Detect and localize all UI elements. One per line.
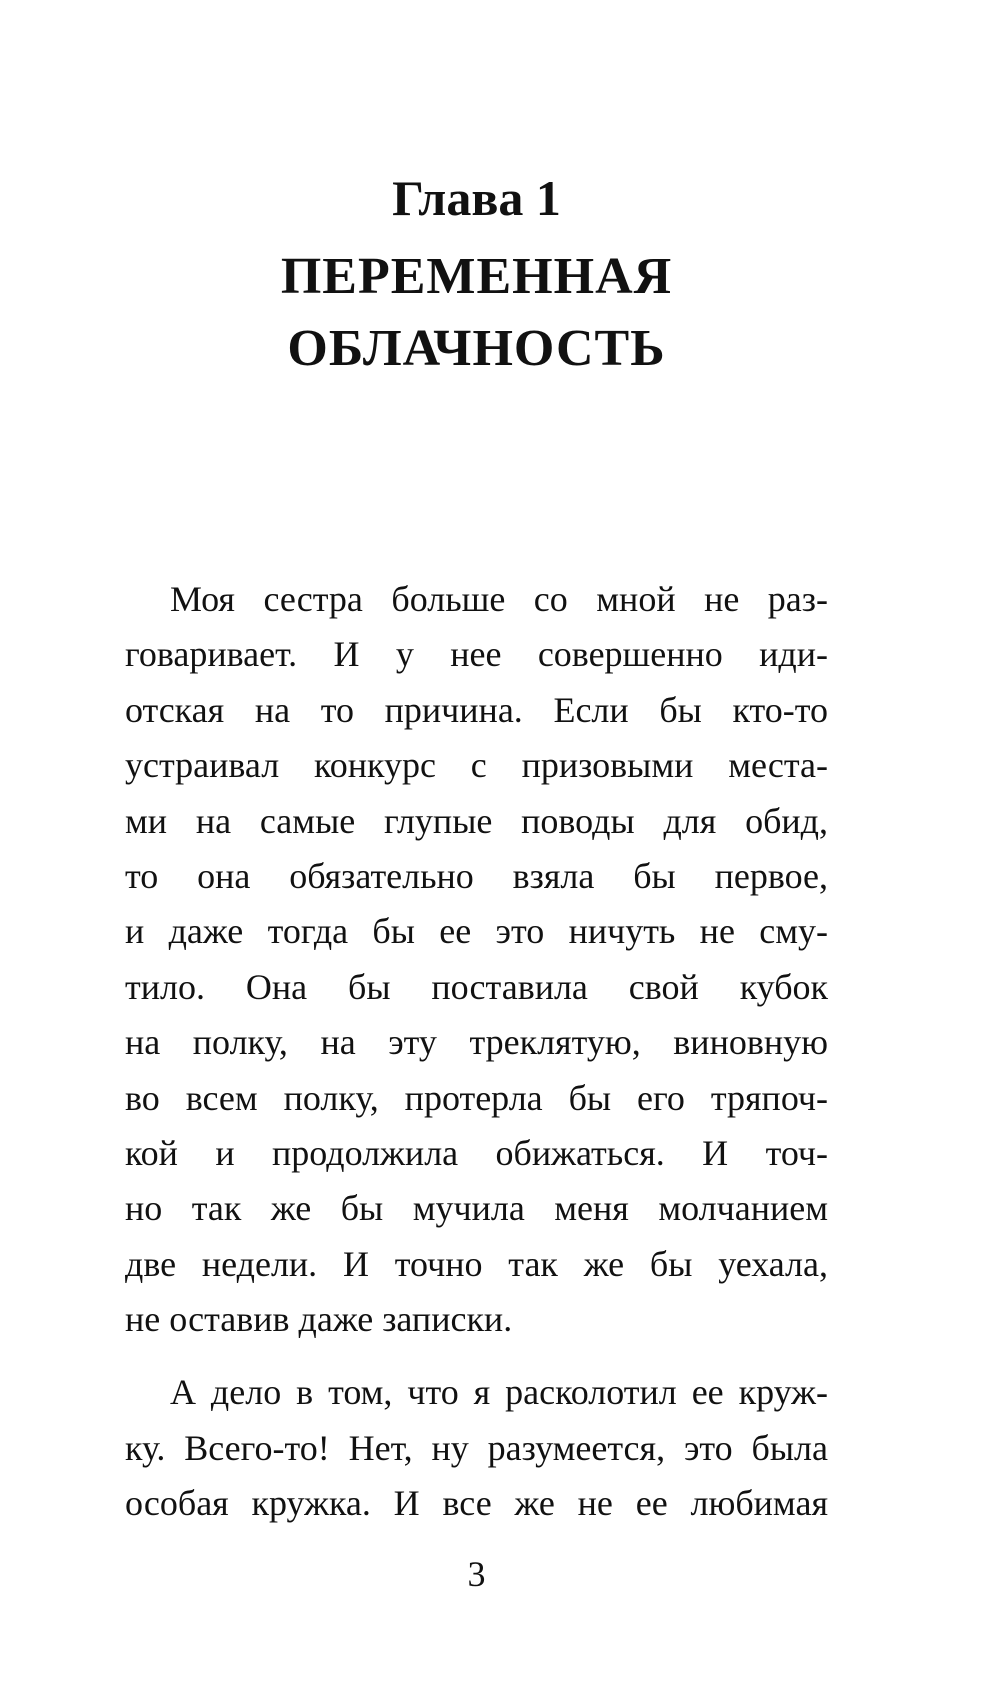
text-line: и даже тогда бы ее это ничуть не сму- — [125, 911, 828, 952]
text-line: кой и продолжила обижаться. И точ- — [125, 1132, 828, 1173]
chapter-title-line-2: ОБЛАЧНОСТЬ — [287, 320, 666, 377]
text-line: но так же бы мучила меня молчанием — [125, 1188, 828, 1229]
paragraph-gap — [125, 1347, 828, 1365]
text-line: во всем полку, протерла бы его тряпоч- — [125, 1077, 828, 1118]
chapter-body — [125, 572, 828, 1532]
text-line: отская на то причина. Если бы кто-то — [125, 689, 828, 730]
text-line: Моя сестра больше со мной не раз- — [170, 579, 828, 619]
text-line: устраивал конкурс с призовыми места- — [125, 745, 828, 786]
text-line: А дело в том, что я расколотил ее круж- — [170, 1372, 828, 1413]
text-line: на полку, на эту треклятую, виновную — [125, 1022, 828, 1063]
text-line: особая кружка. И все же не ее любимая — [125, 1483, 828, 1524]
text-line: две недели. И точно так же бы уехала, — [125, 1243, 828, 1284]
paragraph-2 — [125, 1365, 828, 1531]
page-number: 3 — [467, 1554, 486, 1594]
chapter-title-line-1: ПЕРЕМЕННАЯ — [280, 248, 673, 305]
text-line: говаривает. И у нее совершенно иди- — [125, 634, 828, 675]
chapter-number: Глава 1 — [392, 170, 561, 226]
text-line: ми на самые глупые поводы для обид, — [125, 800, 828, 841]
text-line: тило. Она бы поставила свой кубок — [125, 966, 828, 1007]
text-line: то она обязательно взяла бы первое, — [125, 855, 828, 896]
paragraph-1 — [125, 572, 828, 1347]
text-line: не оставив даже записки. — [125, 1299, 513, 1340]
text-line: ку. Всего-то! Нет, ну разумеется, это была — [125, 1427, 828, 1468]
